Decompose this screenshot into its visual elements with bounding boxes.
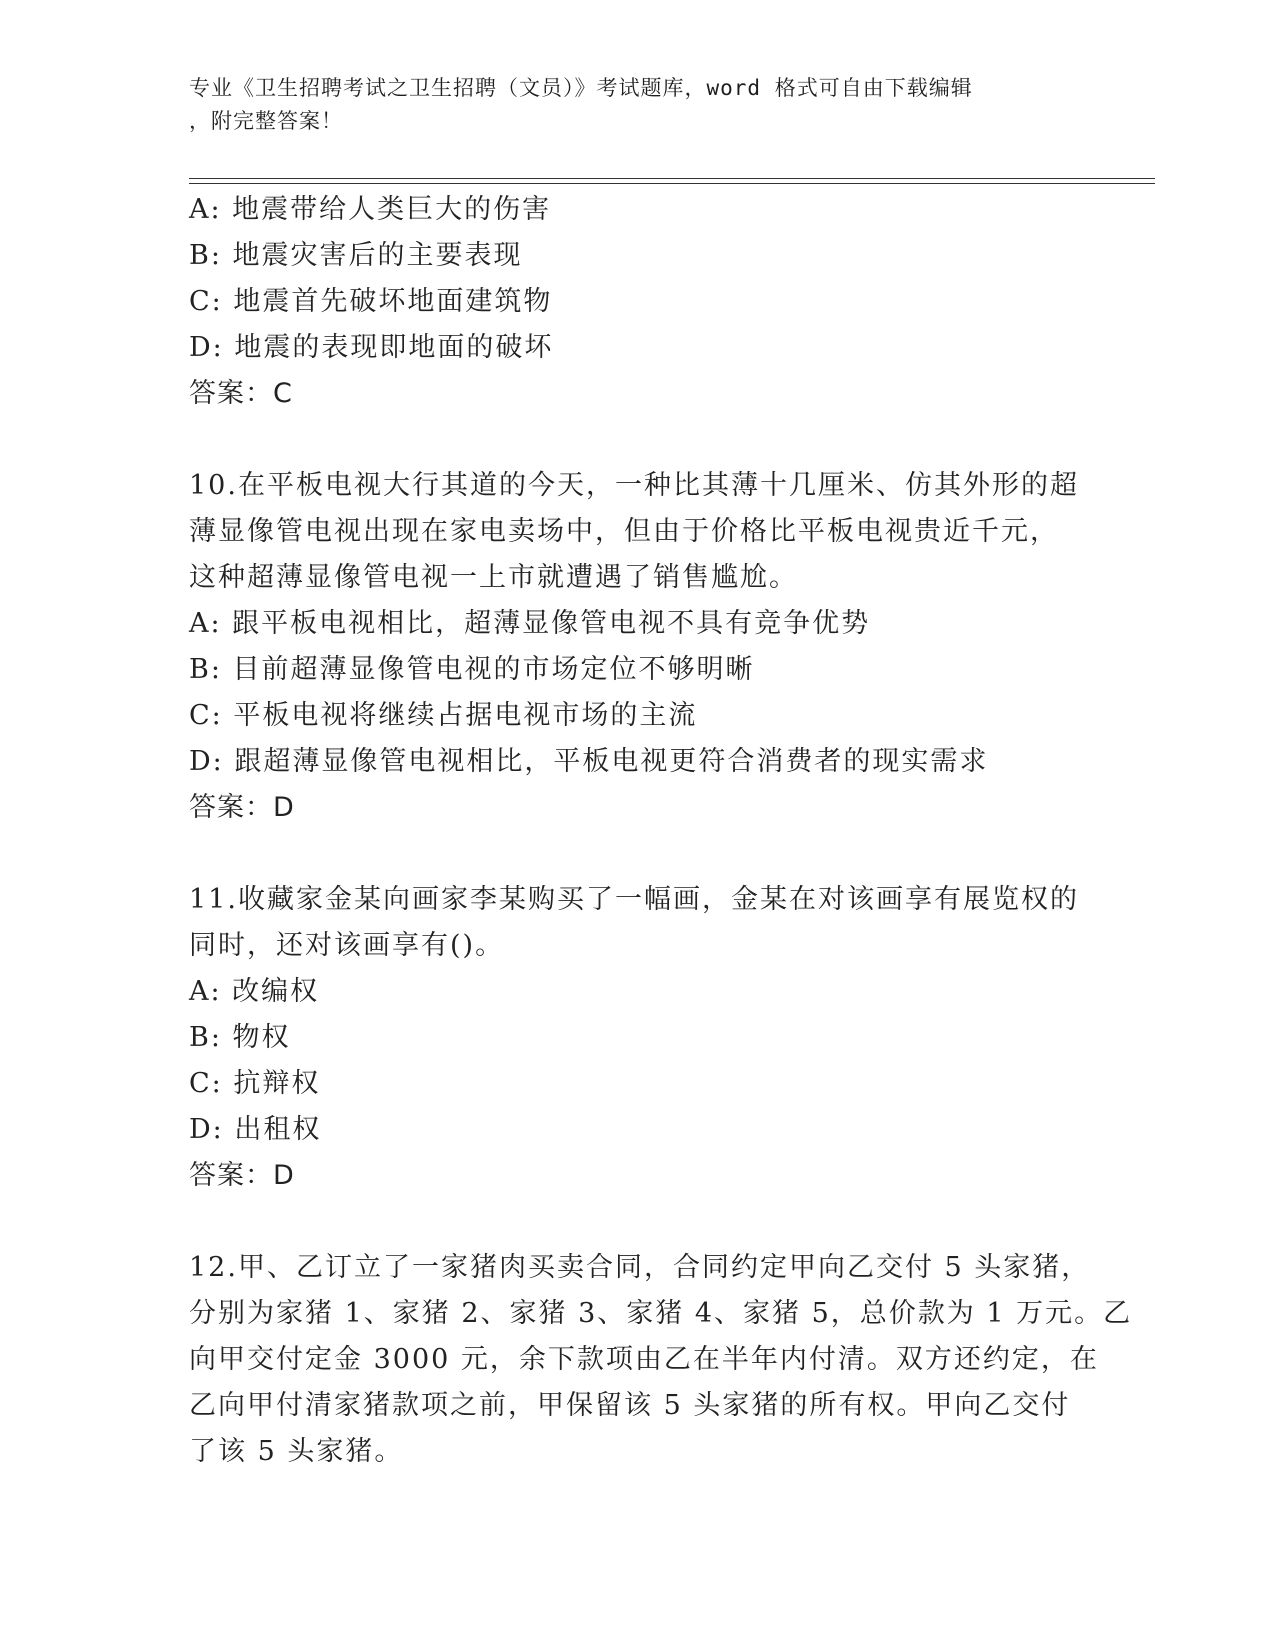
q10-stem-line-2: 薄显像管电视出现在家电卖场中，但由于价格比平板电视贵近千元， <box>189 516 1059 547</box>
q11-option-a: A: 改编权 <box>189 976 320 1007</box>
q11-stem-line-2: 同时，还对该画享有()。 <box>189 930 505 961</box>
q11-answer: 答案：D <box>189 1160 295 1191</box>
q9-option-a: A: 地震带给人类巨大的伤害 <box>189 194 552 225</box>
document-header <box>189 72 1089 138</box>
q11-option-c: C: 抗辩权 <box>189 1068 321 1099</box>
header-divider-bottom <box>189 183 1155 184</box>
q9-option-d: D: 地震的表现即地面的破坏 <box>189 332 554 363</box>
q10-option-d: D: 跟超薄显像管电视相比，平板电视更符合消费者的现实需求 <box>189 746 989 777</box>
question-content <box>189 187 1133 1475</box>
q9-option-b: B: 地震灾害后的主要表现 <box>189 240 523 271</box>
q9-answer: 答案：C <box>189 378 293 409</box>
spacer <box>189 1199 1089 1245</box>
question-11 <box>189 877 1089 1199</box>
q12-stem-line-5: 了该 5 头家猪。 <box>189 1436 404 1467</box>
question-9 <box>189 187 1089 417</box>
q11-option-d: D: 出租权 <box>189 1114 322 1145</box>
question-10 <box>189 463 1089 831</box>
q10-option-b: B: 目前超薄显像管电视的市场定位不够明晰 <box>189 654 755 685</box>
spacer <box>189 831 1089 877</box>
header-line-2: ，附完整答案！ <box>189 109 343 133</box>
q11-option-b: B: 物权 <box>189 1022 291 1053</box>
q10-answer: 答案：D <box>189 792 295 823</box>
q10-option-c: C: 平板电视将继续占据电视市场的主流 <box>189 700 698 731</box>
spacer <box>189 417 1089 463</box>
question-12 <box>189 1245 1133 1475</box>
q11-stem-line-1: 11.收藏家金某向画家李某购买了一幅画，金某在对该画享有展览权的 <box>189 884 1079 915</box>
q10-option-a: A: 跟平板电视相比，超薄显像管电视不具有竞争优势 <box>189 608 871 639</box>
q9-option-c: C: 地震首先破坏地面建筑物 <box>189 286 553 317</box>
q12-stem-line-3: 向甲交付定金 3000 元，余下款项由乙在半年内付清。双方还约定，在 <box>189 1344 1099 1375</box>
q10-stem-line-3: 这种超薄显像管电视一上市就遭遇了销售尴尬。 <box>189 562 798 593</box>
q12-stem-line-4: 乙向甲付清家猪款项之前，甲保留该 5 头家猪的所有权。甲向乙交付 <box>189 1390 1071 1421</box>
header-divider-top <box>189 178 1155 179</box>
q12-stem-line-1: 12.甲、乙订立了一家猪肉买卖合同，合同约定甲向乙交付 5 头家猪， <box>189 1252 1091 1283</box>
q12-stem-line-2: 分别为家猪 1、家猪 2、家猪 3、家猪 4、家猪 5，总价款为 1 万元。乙 <box>189 1298 1133 1329</box>
q10-stem-line-1: 10.在平板电视大行其道的今天，一种比其薄十几厘米、仿其外形的超 <box>189 470 1079 501</box>
header-line-1: 专业《卫生招聘考试之卫生招聘（文员）》考试题库，word 格式可自由下载编辑 <box>189 76 973 100</box>
